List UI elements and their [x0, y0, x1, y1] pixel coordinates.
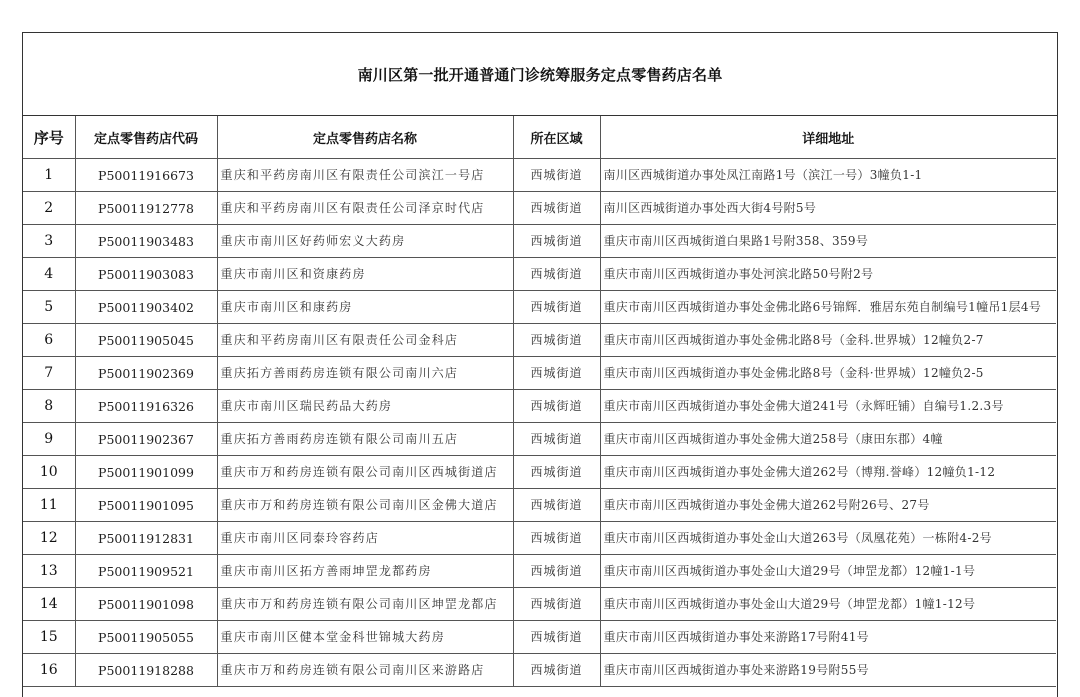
- pharmacy-area: 西城街道: [513, 654, 600, 687]
- pharmacy-area: 西城街道: [513, 522, 600, 555]
- pharmacy-area: 西城街道: [513, 192, 600, 225]
- pharmacy-address: 南川区西城街道办事处凤江南路1号（滨江一号）3幢负1-1: [600, 159, 1056, 192]
- pharmacy-address: 重庆市南川区西城街道办事处金佛大道258号（康田东郡）4幢: [600, 423, 1056, 456]
- row-index: 11: [23, 489, 75, 522]
- pharmacy-address: 重庆市南川区西城街道办事处金佛北路6号锦辉．雅居东苑自制编号1幢吊1层4号: [600, 291, 1056, 324]
- row-index: 4: [23, 258, 75, 291]
- pharmacy-code: P50011916326: [75, 390, 217, 423]
- table-row: [23, 159, 1056, 192]
- pharmacy-name: 重庆和平药房南川区有限责任公司金科店: [217, 324, 513, 357]
- table-row: [23, 654, 1056, 687]
- table-row: [23, 489, 1056, 522]
- table-row: [23, 456, 1056, 489]
- table-row: [23, 357, 1056, 390]
- pharmacy-code: P50011903483: [75, 225, 217, 258]
- pharmacy-address: 重庆市南川区西城街道办事处来游路17号附41号: [600, 621, 1056, 654]
- row-index: 9: [23, 423, 75, 456]
- table-row: [23, 225, 1056, 258]
- pharmacy-code: P50011905055: [75, 621, 217, 654]
- pharmacy-address: 重庆市南川区西城街道办事处河滨北路50号附2号: [600, 258, 1056, 291]
- pharmacy-name: 重庆市南川区瑞民药品大药房: [217, 390, 513, 423]
- row-index: 13: [23, 555, 75, 588]
- header-row: [23, 116, 1056, 159]
- row-index: 15: [23, 621, 75, 654]
- pharmacy-area: 西城街道: [513, 225, 600, 258]
- row-index: 5: [23, 291, 75, 324]
- pharmacy-name: 重庆拓方善雨药房连锁有限公司南川五店: [217, 423, 513, 456]
- pharmacy-code: P50011916673: [75, 159, 217, 192]
- pharmacy-code: P50011912778: [75, 192, 217, 225]
- row-index: 3: [23, 225, 75, 258]
- pharmacy-list-sheet: [22, 32, 1058, 697]
- pharmacy-area: 西城街道: [513, 258, 600, 291]
- pharmacy-address: 重庆市南川区西城街道办事处来游路19号附55号: [600, 654, 1056, 687]
- header-name: 定点零售药店名称: [217, 116, 513, 159]
- pharmacy-name: 重庆市南川区和资康药房: [217, 258, 513, 291]
- pharmacy-code: P50011909521: [75, 555, 217, 588]
- table-row: [23, 588, 1056, 621]
- row-index: 2: [23, 192, 75, 225]
- pharmacy-address: 重庆市南川区西城街道办事处金佛大道262号附26号、27号: [600, 489, 1056, 522]
- row-index: 6: [23, 324, 75, 357]
- pharmacy-name: 重庆市南川区健本堂金科世锦城大药房: [217, 621, 513, 654]
- pharmacy-code: P50011901098: [75, 588, 217, 621]
- pharmacy-name: 重庆市万和药房连锁有限公司南川区来游路店: [217, 654, 513, 687]
- pharmacy-area: 西城街道: [513, 390, 600, 423]
- pharmacy-code: P50011918288: [75, 654, 217, 687]
- header-address: 详细地址: [600, 116, 1056, 159]
- row-index: 10: [23, 456, 75, 489]
- pharmacy-code: P50011903402: [75, 291, 217, 324]
- title-row: [23, 33, 1057, 116]
- table-row: [23, 192, 1056, 225]
- pharmacy-name: 重庆市南川区同泰玲容药店: [217, 522, 513, 555]
- pharmacy-area: 西城街道: [513, 159, 600, 192]
- document-title: 南川区第一批开通普通门诊统筹服务定点零售药店名单: [357, 65, 723, 84]
- table-row: [23, 621, 1056, 654]
- pharmacy-table: [23, 116, 1056, 687]
- pharmacy-address: 重庆市南川区西城街道办事处金山大道29号（坤罡龙都）1幢1-12号: [600, 588, 1056, 621]
- header-code: 定点零售药店代码: [75, 116, 217, 159]
- pharmacy-name: 重庆市万和药房连锁有限公司南川区坤罡龙都店: [217, 588, 513, 621]
- pharmacy-name: 重庆和平药房南川区有限责任公司泽京时代店: [217, 192, 513, 225]
- pharmacy-name: 重庆市南川区和康药房: [217, 291, 513, 324]
- table-row: [23, 555, 1056, 588]
- pharmacy-address: 重庆市南川区西城街道办事处金佛北路8号（金科·世界城）12幢负2-5: [600, 357, 1056, 390]
- pharmacy-address: 重庆市南川区西城街道办事处金佛大道241号（永辉旺铺）自编号1.2.3号: [600, 390, 1056, 423]
- pharmacy-area: 西城街道: [513, 555, 600, 588]
- row-index: 8: [23, 390, 75, 423]
- header-area: 所在区域: [513, 116, 600, 159]
- pharmacy-code: P50011912831: [75, 522, 217, 555]
- table-row: [23, 324, 1056, 357]
- pharmacy-code: P50011903083: [75, 258, 217, 291]
- pharmacy-area: 西城街道: [513, 291, 600, 324]
- pharmacy-area: 西城街道: [513, 324, 600, 357]
- pharmacy-code: P50011902369: [75, 357, 217, 390]
- pharmacy-name: 重庆市万和药房连锁有限公司南川区西城街道店: [217, 456, 513, 489]
- pharmacy-address: 重庆市南川区西城街道办事处金佛北路8号（金科.世界城）12幢负2-7: [600, 324, 1056, 357]
- table-row: [23, 258, 1056, 291]
- row-index: 7: [23, 357, 75, 390]
- pharmacy-code: P50011901095: [75, 489, 217, 522]
- pharmacy-area: 西城街道: [513, 489, 600, 522]
- table-row: [23, 291, 1056, 324]
- pharmacy-address: 南川区西城街道办事处西大街4号附5号: [600, 192, 1056, 225]
- pharmacy-area: 西城街道: [513, 621, 600, 654]
- pharmacy-address: 重庆市南川区西城街道办事处金佛大道262号（博翔.誉峰）12幢负1-12: [600, 456, 1056, 489]
- pharmacy-name: 重庆拓方善雨药房连锁有限公司南川六店: [217, 357, 513, 390]
- row-index: 12: [23, 522, 75, 555]
- pharmacy-address: 重庆市南川区西城街道办事处金山大道29号（坤罡龙都）12幢1-1号: [600, 555, 1056, 588]
- pharmacy-area: 西城街道: [513, 357, 600, 390]
- table-body: [23, 159, 1056, 687]
- row-index: 16: [23, 654, 75, 687]
- pharmacy-name: 重庆市万和药房连锁有限公司南川区金佛大道店: [217, 489, 513, 522]
- pharmacy-area: 西城街道: [513, 588, 600, 621]
- table-row: [23, 423, 1056, 456]
- header-index: 序号: [23, 116, 75, 159]
- pharmacy-area: 西城街道: [513, 456, 600, 489]
- row-index: 14: [23, 588, 75, 621]
- pharmacy-code: P50011902367: [75, 423, 217, 456]
- pharmacy-address: 重庆市南川区西城街道白果路1号附358、359号: [600, 225, 1056, 258]
- row-index: 1: [23, 159, 75, 192]
- table-row: [23, 390, 1056, 423]
- pharmacy-name: 重庆市南川区拓方善雨坤罡龙都药房: [217, 555, 513, 588]
- pharmacy-area: 西城街道: [513, 423, 600, 456]
- pharmacy-code: P50011901099: [75, 456, 217, 489]
- pharmacy-code: P50011905045: [75, 324, 217, 357]
- pharmacy-name: 重庆和平药房南川区有限责任公司滨江一号店: [217, 159, 513, 192]
- pharmacy-name: 重庆市南川区好药师宏义大药房: [217, 225, 513, 258]
- pharmacy-address: 重庆市南川区西城街道办事处金山大道263号（凤凰花苑）一栋附4-2号: [600, 522, 1056, 555]
- table-row: [23, 522, 1056, 555]
